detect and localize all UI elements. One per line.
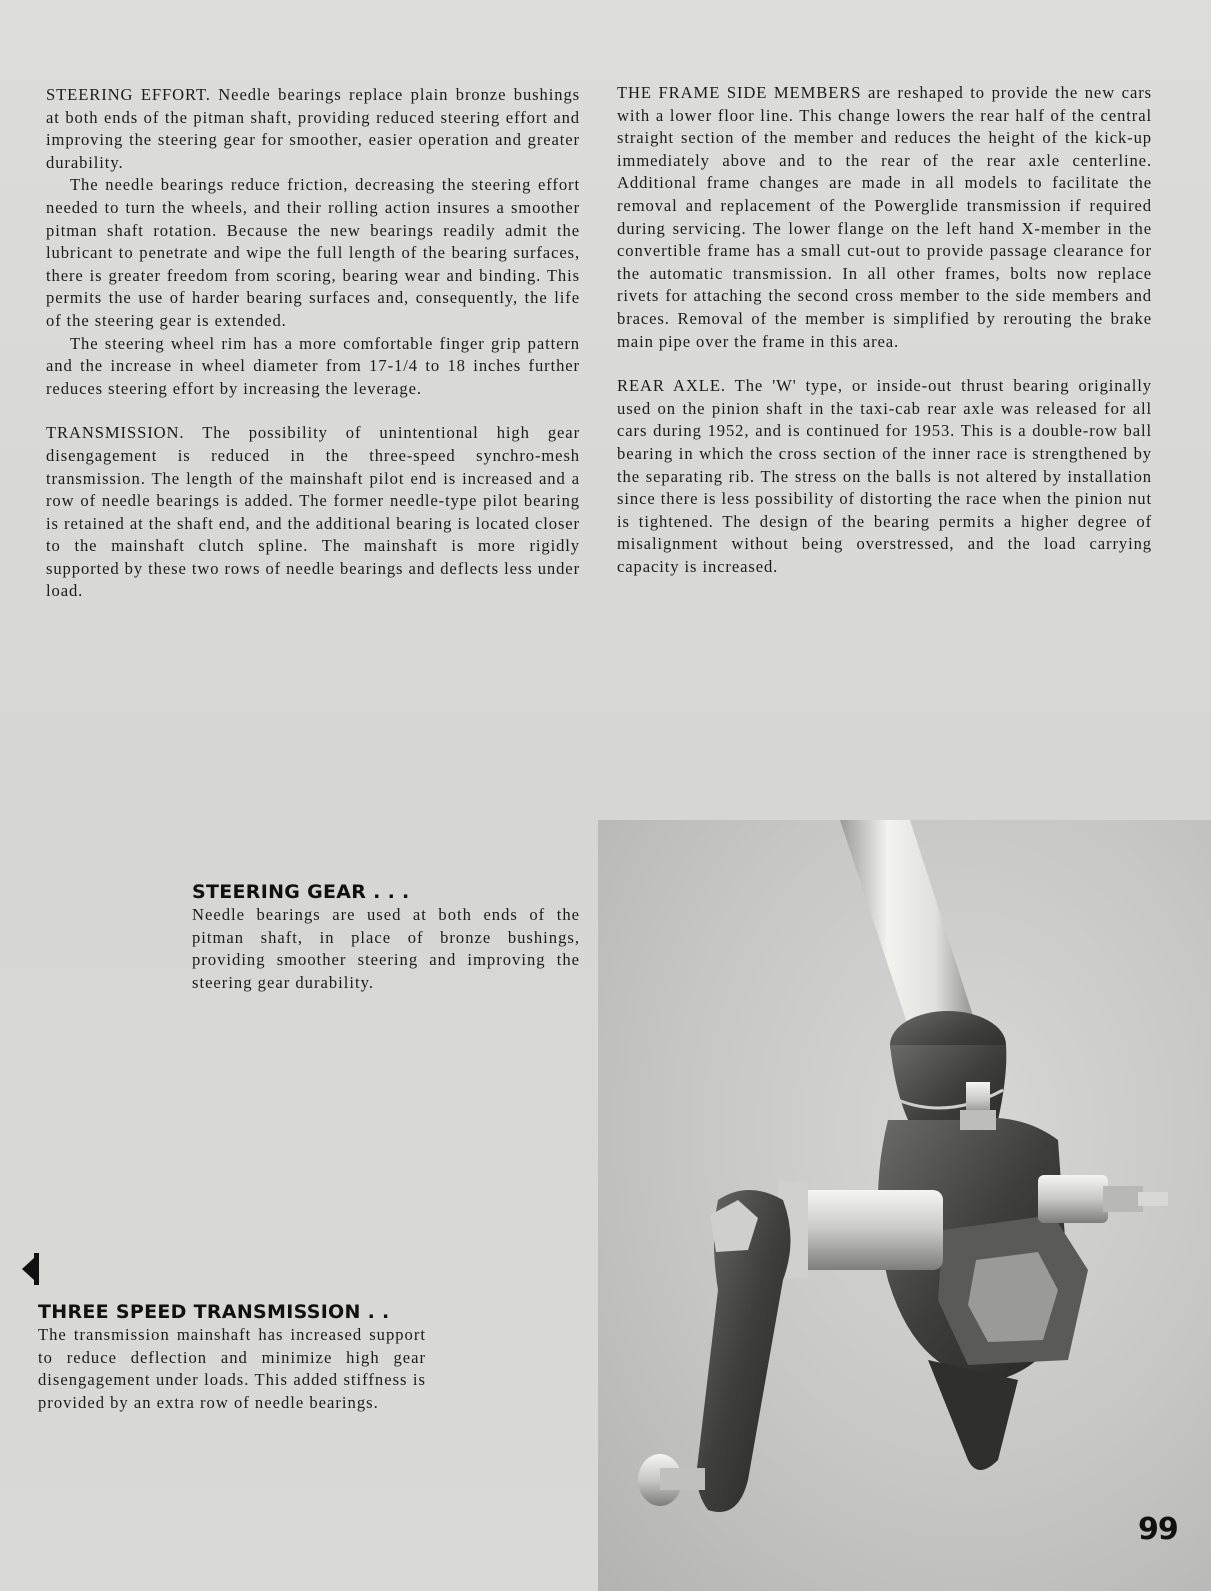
left-text-column [46,84,580,603]
caption-three-speed-body: The transmission mainshaft has increased support to reduce deflection and minimize high gear disengagement under loads. This added stiffness is provided by an extra row of needle bearings. [38,1325,426,1412]
caption-steering-gear-body: Needle bearings are used at both ends of the pitman shaft, in place of bronze bushings, providing smoother steering and improving the steering gear durability. [192,905,580,992]
paragraph-transmission: TRANSMISSION. The possibility of unintentional high gear disengagement is reduced in the three-speed synchro-mesh transmission. The length of the mainshaft pilot end is increased and a row of needle bearings is added. The former needle-type pilot bearing is retained at the shaft end, and the additional bearing is located closer to the mainshaft clutch spline. The mainshaft is more rigidly supported by these two rows of needle bearings and deflects less under load. [46,423,580,601]
arrow-left-icon [22,1253,40,1285]
steering-gear-photo [598,820,1211,1591]
caption-steering-gear [192,880,580,994]
paragraph-steering-effort: STEERING EFFORT. Needle bearings replace plain bronze bushings at both ends of the pitman shaft, providing reduced steering effort and improving the steering gear for smoother, easier operation and greater durability. [46,85,580,172]
paragraph-steering-wheel: The steering wheel rim has a more comfortable finger grip pattern and the increase in wheel diameter from 17-1/4 to 18 inches further reduces steering effort by increasing the leverage. [46,333,580,398]
paragraph-rear-axle: REAR AXLE. The 'W' type, or inside-out thrust bearing originally used on the pinion shaft in the taxi-cab rear axle was released for all cars during 1952, and is continued for 1953. This is a double-row ball bearing in which the cross section of the inner race is strengthened by the separating rib. The stress on the balls is not altered by installation since there is less possibility of distorting the race when the pinion nut is tightened. The design of the bearing permits a higher degree of misalignment without being overstressed, and the load carrying capacity is increased. [617,376,1152,576]
paragraph-frame-side-members: THE FRAME SIDE MEMBERS are reshaped to provide the new cars with a lower floor line. This change lowers the rear half of the central straight section of the member and reduces the height of the kick-up immediately above and to the rear of the rear axle centerline. Additional frame changes are made in all models to facilitate the removal and replacement of the Powerglide transmission if required during servicing. The lower flange on the left hand X-member in the convertible frame has a small cut-out to provide passage clearance for the automatic transmission. In all other frames, bolts now replace rivets for attaching the second cross member to the side members and braces. Removal of the member is simplified by rerouting the brake main pipe over the frame in this area. [617,83,1152,351]
caption-three-speed-transmission [38,1300,426,1414]
page-number: 99 [1138,1512,1178,1547]
paragraph-needle-bearings: The needle bearings reduce friction, decreasing the steering effort needed to turn the wheels, and their rolling action insures a smoother pitman shaft rotation. Because the new bearings readily admit the lubricant to penetrate and wipe the full length of the bearing surfaces, there is greater freedom from scoring, bearing wear and binding. This permits the use of harder bearing surfaces and, consequently, the life of the steering gear is extended. [46,175,580,330]
steering-gear-illustration [598,820,1211,1591]
caption-steering-gear-title: STEERING GEAR . . . [192,881,410,903]
caption-three-speed-title: THREE SPEED TRANSMISSION . . [38,1301,390,1323]
right-text-column [617,82,1152,578]
